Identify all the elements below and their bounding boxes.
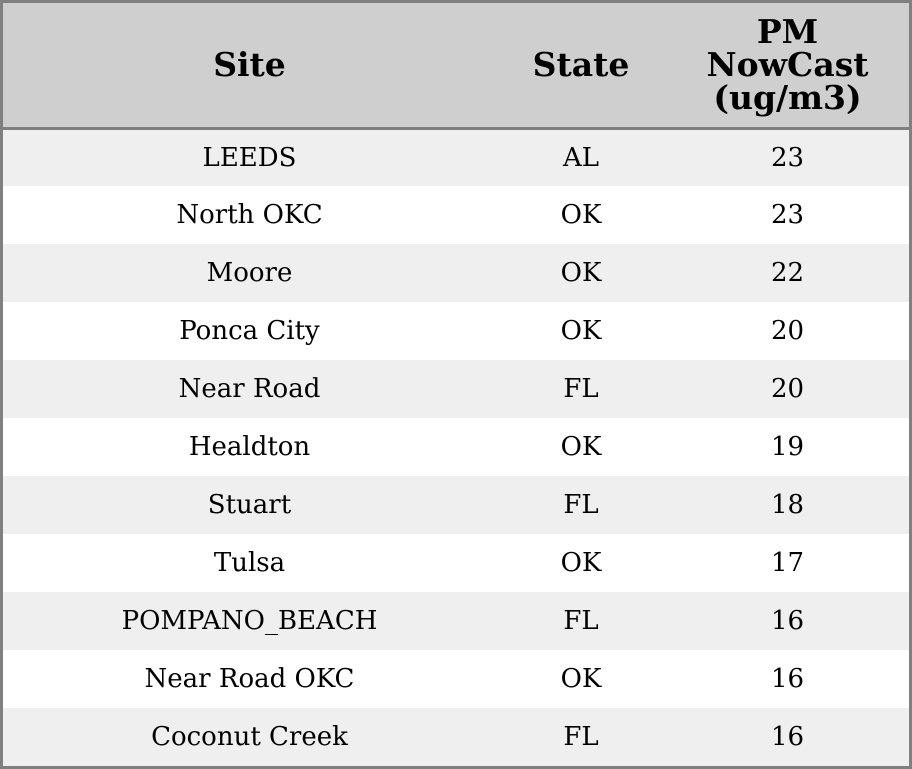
- cell-site: POMPANO_BEACH: [121, 606, 378, 636]
- cell-state: OK: [560, 432, 602, 462]
- table-row: [3, 708, 909, 766]
- cell-site: North OKC: [176, 200, 323, 230]
- column-header-pm-line-2: NowCast: [706, 45, 869, 85]
- cell-site: LEEDS: [202, 142, 297, 173]
- column-header-site-label: Site: [213, 45, 286, 85]
- table-header-row: [3, 3, 909, 128]
- cell-pm-value: 16: [770, 664, 805, 694]
- cell-state: FL: [563, 606, 599, 636]
- pm-nowcast-table: [3, 3, 909, 766]
- cell-pm-value: 16: [770, 722, 805, 752]
- column-header-pm-nowcast: [666, 3, 909, 128]
- cell-site: Coconut Creek: [151, 722, 348, 752]
- cell-state: OK: [560, 548, 602, 578]
- cell-site: Stuart: [207, 490, 292, 520]
- table-row: [3, 244, 909, 302]
- column-header-state: [496, 3, 666, 128]
- cell-state: AL: [562, 142, 600, 173]
- cell-site: Tulsa: [213, 548, 286, 578]
- cell-state: OK: [560, 664, 602, 694]
- cell-pm-value: 19: [770, 432, 805, 462]
- cell-state: OK: [560, 200, 602, 230]
- table-row: [3, 302, 909, 360]
- column-header-pm-line-3: (ug/m3): [713, 78, 862, 118]
- cell-pm-value: 22: [770, 258, 805, 288]
- cell-state: FL: [563, 490, 599, 520]
- cell-pm-value: 20: [770, 374, 805, 404]
- cell-state: FL: [563, 722, 599, 752]
- cell-pm-value: 17: [770, 548, 805, 578]
- table-row: [3, 128, 909, 186]
- cell-pm-value: 23: [770, 142, 805, 173]
- table-row: [3, 186, 909, 244]
- table-row: [3, 476, 909, 534]
- cell-pm-value: 18: [770, 490, 805, 520]
- table-row: [3, 360, 909, 418]
- cell-site: Moore: [206, 258, 293, 288]
- column-header-site: [3, 3, 496, 128]
- table-row: [3, 650, 909, 708]
- table-body: [3, 128, 909, 766]
- column-header-state-label: State: [532, 45, 630, 85]
- cell-pm-value: 23: [770, 200, 805, 230]
- cell-state: OK: [560, 258, 602, 288]
- cell-pm-value: 20: [770, 316, 805, 346]
- cell-site: Healdton: [188, 432, 311, 462]
- table-row: [3, 534, 909, 592]
- cell-pm-value: 16: [770, 606, 805, 636]
- column-header-pm-line-1: PM: [756, 12, 819, 52]
- table-row: [3, 592, 909, 650]
- cell-state: FL: [563, 374, 599, 404]
- cell-state: OK: [560, 316, 602, 346]
- table-row: [3, 418, 909, 476]
- cell-site: Near Road: [178, 374, 321, 404]
- cell-site: Near Road OKC: [144, 664, 355, 694]
- cell-site: Ponca City: [179, 316, 320, 346]
